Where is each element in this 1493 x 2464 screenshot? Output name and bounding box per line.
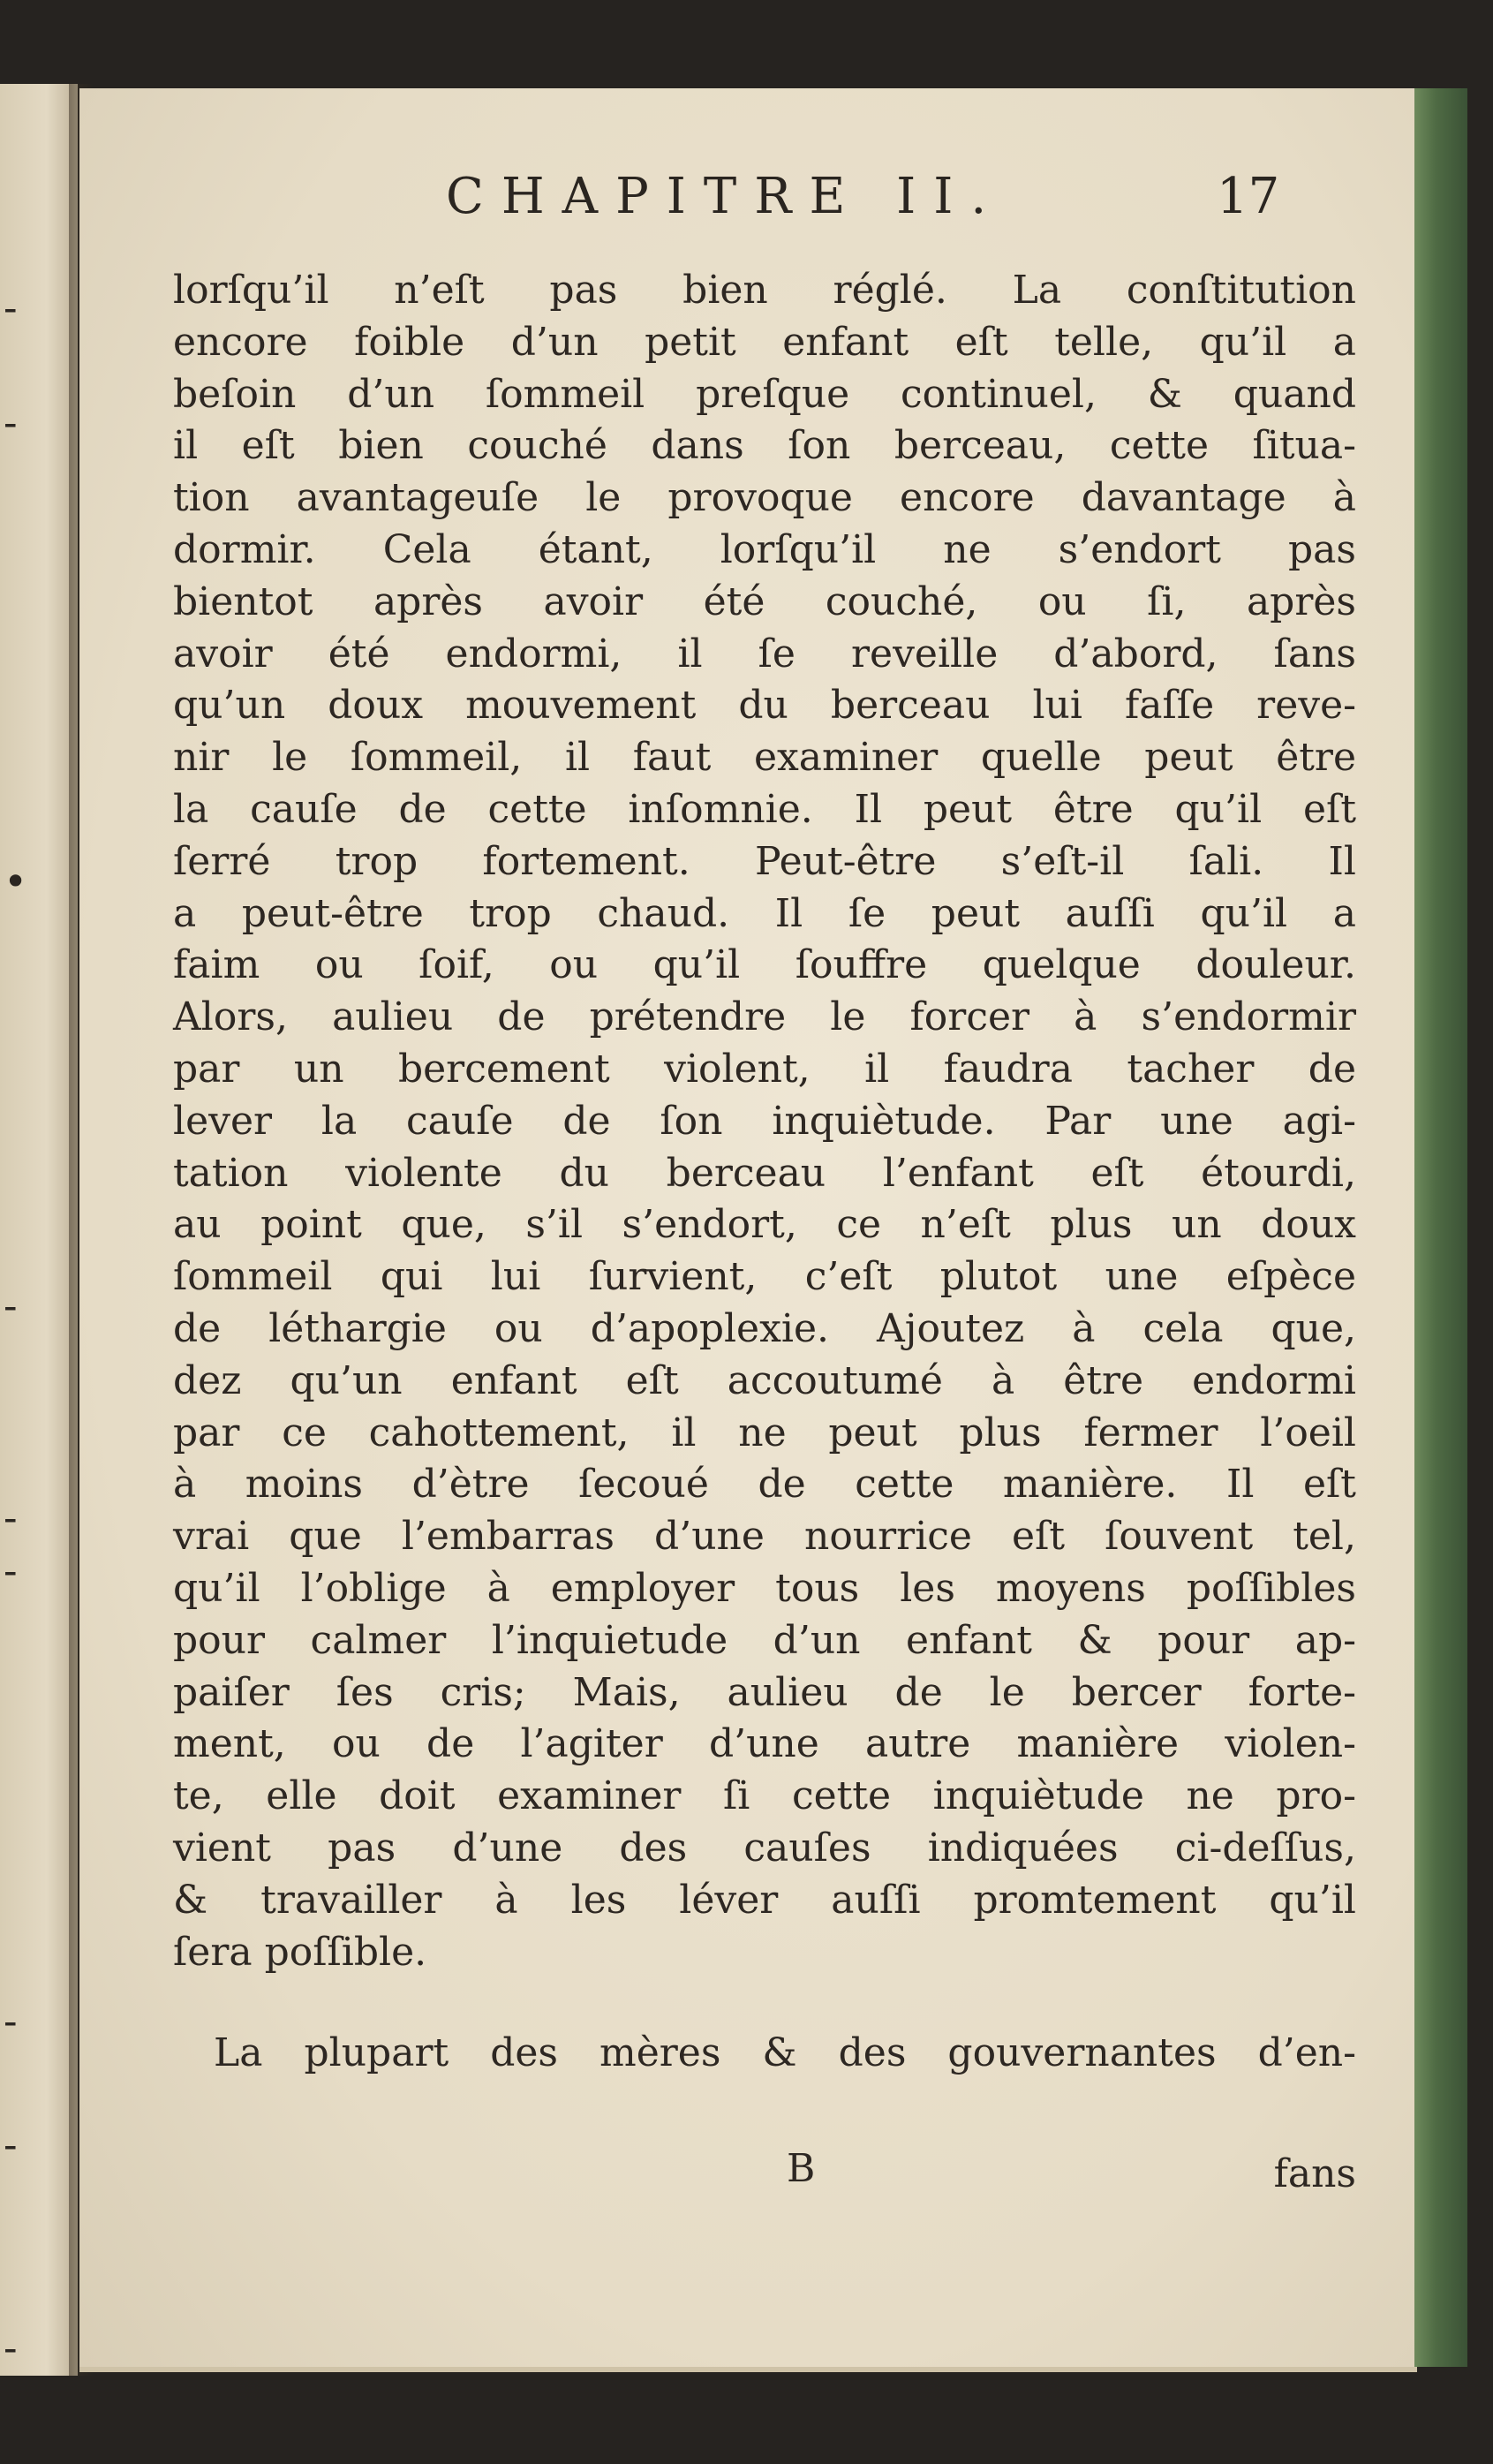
- text-line: faim ou ſoif, ou qu’il ſouffre quelque douleur.: [173, 942, 1356, 988]
- facing-page-fragment: -: [4, 398, 18, 446]
- paragraph-break: [173, 1978, 1356, 2028]
- text-line: dez qu’un enfant eſt accoutumé à être endormi: [173, 1357, 1356, 1403]
- text-line: bientot après avoir été couché, ou ſi, après: [173, 578, 1356, 624]
- facing-page-fragment: -: [4, 1493, 18, 1541]
- text-line: qu’un doux mouvement du berceau lui faſſe reve-: [173, 683, 1356, 729]
- facing-page-fragment: -: [4, 2120, 18, 2168]
- text-line: nir le ſommeil, il faut examiner quelle peut être: [173, 735, 1356, 781]
- facing-page-fragment: -: [4, 2324, 18, 2371]
- text-line: encore foible d’un petit enfant eſt telle, qu’il a: [173, 319, 1356, 365]
- text-line: ment, ou de l’agiter d’une autre manière violen-: [173, 1721, 1356, 1767]
- text-line: pour calmer l’inquietude d’un enfant & pour ap-: [173, 1617, 1356, 1663]
- text-line: par un bercement violent, il faudra tacher de: [173, 1046, 1356, 1092]
- text-line: la cauſe de cette inſomnie. Il peut être qu’il eſt: [173, 786, 1356, 832]
- text-line: vient pas d’une des cauſes indiquées ci-deſſus,: [173, 1825, 1356, 1871]
- facing-page-fragment: -: [4, 1997, 18, 2045]
- text-line: a peut-être trop chaud. Il ſe peut auſſi qu’il a: [173, 890, 1356, 936]
- page-footer: [173, 2146, 1356, 2208]
- text-line: lever la cauſe de ſon inquiètude. Par une agi-: [173, 1098, 1356, 1144]
- text-line: tion avantageuſe le provoque encore davantage à: [173, 475, 1356, 521]
- text-line: par ce cahottement, il ne peut plus fermer l’oeil: [173, 1410, 1356, 1455]
- page-header: [79, 168, 1417, 247]
- text-line: dormir. Cela étant, lorſqu’il ne s’endort pas: [173, 526, 1356, 572]
- text-line: au point que, s’il s’endort, ce n’eſt plus un doux: [173, 1202, 1356, 1248]
- book-page: [79, 88, 1417, 2372]
- text-line: paiſer ſes cris; Mais, aulieu de le bercer forte-: [173, 1669, 1356, 1715]
- facing-page-fragment: -: [4, 1281, 18, 1329]
- text-line: ſera poſſible.: [173, 1929, 427, 1975]
- text-line: beſoin d’un ſommeil preſque continuel, & quand: [173, 371, 1356, 417]
- next-paragraph-line: La plupart des mères & des gouvernantes d’en-: [214, 2030, 1356, 2076]
- text-line: vrai que l’embarras d’une nourrice eſt ſouvent tel,: [173, 1514, 1356, 1560]
- text-line: Alors, aulieu de prétendre le forcer à s’endormir: [173, 994, 1356, 1040]
- text-line: il eſt bien couché dans ſon berceau, cette ſitua-: [173, 423, 1356, 469]
- catchword: fans: [1273, 2151, 1356, 2196]
- text-line: de léthargie ou d’apoplexie. Ajoutez à cela que,: [173, 1305, 1356, 1351]
- paragraph-text: [173, 265, 1356, 2080]
- facing-page-edge: [0, 84, 78, 2376]
- text-line: lorſqu’il n’eſt pas bien réglé. La conſtitution: [173, 268, 1356, 313]
- text-line: & travailler à les léver auſſi promtement qu’il: [173, 1877, 1356, 1923]
- facing-page-fragment: -: [4, 283, 18, 331]
- text-line: ſerré trop fortement. Peut-être s’eſt-il ſali. Il: [173, 838, 1356, 884]
- text-line: ſommeil qui lui ſurvient, c’eſt plutot une eſpèce: [173, 1254, 1356, 1300]
- text-line: qu’il l’oblige à employer tous les moyens poſſibles: [173, 1565, 1356, 1611]
- facing-page-fragment: •: [4, 858, 28, 905]
- text-line: à moins d’ètre ſecoué de cette manière. Il eſt: [173, 1462, 1356, 1508]
- facing-page-fragment: -: [4, 1546, 18, 1594]
- text-line: tation violente du berceau l’enfant eſt étourdi,: [173, 1150, 1356, 1196]
- text-line: avoir été endormi, il ſe reveille d’abord, ſans: [173, 631, 1356, 676]
- running-head: CHAPITRE II.: [446, 168, 1005, 225]
- text-line: te, elle doit examiner ſi cette inquiètude ne pro-: [173, 1773, 1356, 1819]
- page-number: 17: [1217, 168, 1280, 225]
- signature-mark: B: [787, 2146, 816, 2191]
- book-edge: [1414, 88, 1467, 2367]
